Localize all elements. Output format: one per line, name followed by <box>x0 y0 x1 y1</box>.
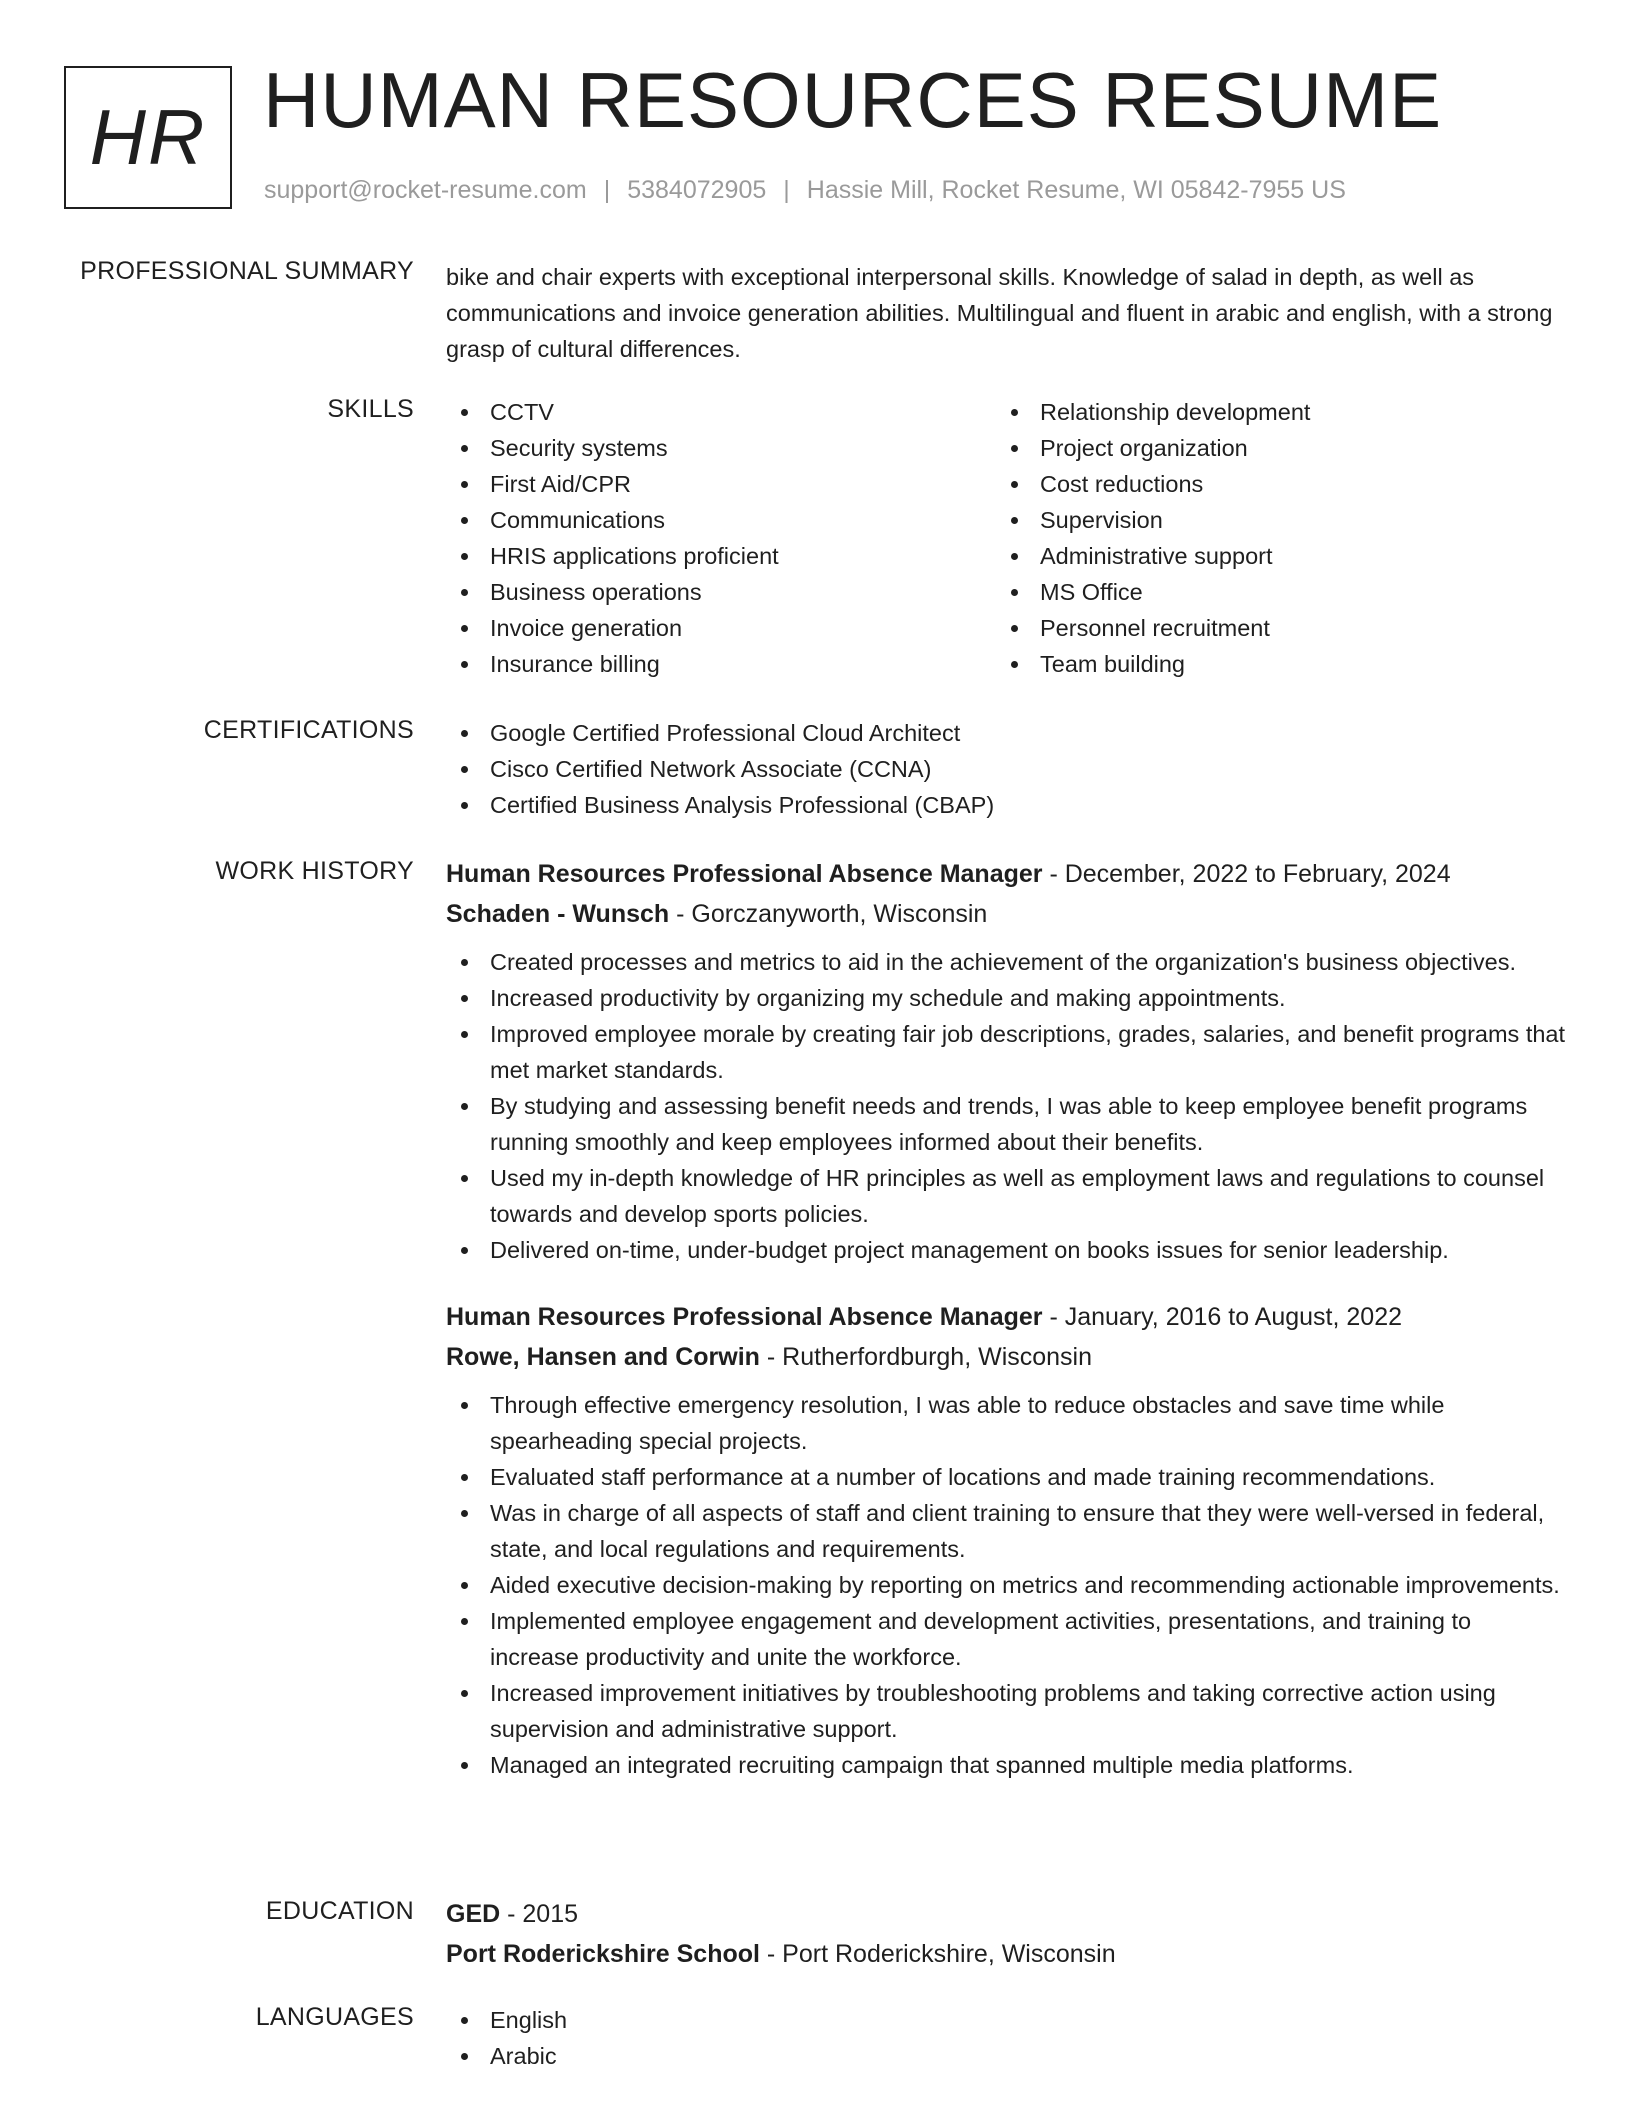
job-duty: Improved employee morale by creating fair job descriptions, grades, salaries, and benefit programs that met market standards. <box>446 1016 1566 1088</box>
job-duties-list <box>446 1387 1566 1783</box>
job-duty: Aided executive decision-making by reporting on metrics and recommending actionable improvements. <box>446 1567 1566 1603</box>
language-item: Arabic <box>446 2038 1566 2074</box>
skill-item: Administrative support <box>996 538 1546 574</box>
job-entry <box>446 1297 1566 1783</box>
job-company: Schaden - Wunsch <box>446 900 670 928</box>
job-duty: Was in charge of all aspects of staff and client training to ensure that they were well-versed in federal, state, and local regulations and requirements. <box>446 1495 1566 1567</box>
resume-title: HUMAN RESOURCES RESUME <box>263 56 1443 144</box>
contact-line <box>264 176 1346 205</box>
skill-item: Business operations <box>446 574 996 610</box>
job-duty: Used my in-depth knowledge of HR principles as well as employment laws and regulations to counsel towards and develop sports policies. <box>446 1160 1566 1232</box>
skills-list-right <box>996 394 1546 682</box>
languages-label: LANGUAGES <box>255 2003 414 2031</box>
job-title: Human Resources Professional Absence Manager <box>446 1303 1043 1331</box>
education-school-line <box>446 1934 1566 1974</box>
contact-phone: 5384072905 <box>627 176 767 204</box>
skill-item: Security systems <box>446 430 996 466</box>
job-duty: Through effective emergency resolution, I was able to reduce obstacles and save time while spearheading special projects. <box>446 1387 1566 1459</box>
skill-item: Team building <box>996 646 1546 682</box>
skill-item: HRIS applications proficient <box>446 538 996 574</box>
job-duty: Implemented employee engagement and development activities, presentations, and training to increase productivity and unite the workforce. <box>446 1603 1566 1675</box>
job-duty: By studying and assessing benefit needs and trends, I was able to keep employee benefit programs running smoothly and keep employees informed about their benefits. <box>446 1088 1566 1160</box>
job-duty: Increased improvement initiatives by troubleshooting problems and taking corrective action using supervision and administrative support. <box>446 1675 1566 1747</box>
job-dates: - January, 2016 to August, 2022 <box>1042 1303 1403 1331</box>
certifications-label: CERTIFICATIONS <box>203 716 414 744</box>
job-dates: - December, 2022 to February, 2024 <box>1042 860 1451 888</box>
job-title-line <box>446 1297 1566 1337</box>
contact-separator: | <box>783 176 790 204</box>
job-location: - Gorczanyworth, Wisconsin <box>669 900 988 928</box>
monogram-logo <box>64 66 232 209</box>
job-company: Rowe, Hansen and Corwin <box>446 1343 760 1371</box>
skills-grid <box>446 394 1566 682</box>
work-history-label: WORK HISTORY <box>215 857 414 885</box>
summary-text: bike and chair experts with exceptional interpersonal skills. Knowledge of salad in depth, as well as communications and invoice generation abilities. Multilingual and fluent in arabic and english, with a strong grasp of cultural differences. <box>446 264 1553 362</box>
skill-item: Insurance billing <box>446 646 996 682</box>
skill-item: MS Office <box>996 574 1546 610</box>
job-duty: Delivered on-time, under-budget project management on books issues for senior leadership. <box>446 1232 1566 1268</box>
job-company-line <box>446 894 1566 934</box>
languages-body <box>446 2002 1566 2074</box>
education-body <box>446 1894 1566 1974</box>
summary-label: PROFESSIONAL SUMMARY <box>80 257 414 285</box>
education-location: - Port Roderickshire, Wisconsin <box>759 1940 1116 1968</box>
contact-address: Hassie Mill, Rocket Resume, WI 05842-7955 US <box>806 176 1346 204</box>
education-degree: GED <box>446 1900 501 1928</box>
skills-label: SKILLS <box>327 395 414 423</box>
contact-email: support@rocket-resume.com <box>264 176 587 204</box>
job-duty: Managed an integrated recruiting campaign that spanned multiple media platforms. <box>446 1747 1566 1783</box>
work-history-body <box>446 854 1566 1783</box>
skill-item: Project organization <box>996 430 1546 466</box>
education-label: EDUCATION <box>265 1897 414 1925</box>
certification-item: Certified Business Analysis Professional (CBAP) <box>446 787 1566 823</box>
skill-item: Relationship development <box>996 394 1546 430</box>
education-school: Port Roderickshire School <box>446 1940 760 1968</box>
skill-item: CCTV <box>446 394 996 430</box>
languages-list <box>446 2002 1566 2074</box>
skill-item: Personnel recruitment <box>996 610 1546 646</box>
job-duty: Increased productivity by organizing my schedule and making appointments. <box>446 980 1566 1016</box>
job-duty: Created processes and metrics to aid in the achievement of the organization's business objectives. <box>446 944 1566 980</box>
job-entry <box>446 854 1566 1268</box>
job-company-line <box>446 1337 1566 1377</box>
job-title-line <box>446 854 1566 894</box>
skills-list-left <box>446 394 996 682</box>
job-duties-list <box>446 944 1566 1268</box>
certification-item: Cisco Certified Network Associate (CCNA) <box>446 751 1566 787</box>
certifications-body <box>446 715 1566 823</box>
monogram-text: HR <box>89 93 207 181</box>
skill-item: Communications <box>446 502 996 538</box>
education-degree-line <box>446 1894 1566 1934</box>
skill-item: Supervision <box>996 502 1546 538</box>
skill-item: Invoice generation <box>446 610 996 646</box>
job-location: - Rutherfordburgh, Wisconsin <box>759 1343 1093 1371</box>
certification-item: Google Certified Professional Cloud Architect <box>446 715 1566 751</box>
skill-item: First Aid/CPR <box>446 466 996 502</box>
language-item: English <box>446 2002 1566 2038</box>
contact-separator: | <box>603 176 611 204</box>
skill-item: Cost reductions <box>996 466 1546 502</box>
job-title: Human Resources Professional Absence Manager <box>446 860 1043 888</box>
education-year: - 2015 <box>500 1900 579 1928</box>
job-duty: Evaluated staff performance at a number of locations and made training recommendations. <box>446 1459 1566 1495</box>
certifications-list <box>446 715 1566 823</box>
